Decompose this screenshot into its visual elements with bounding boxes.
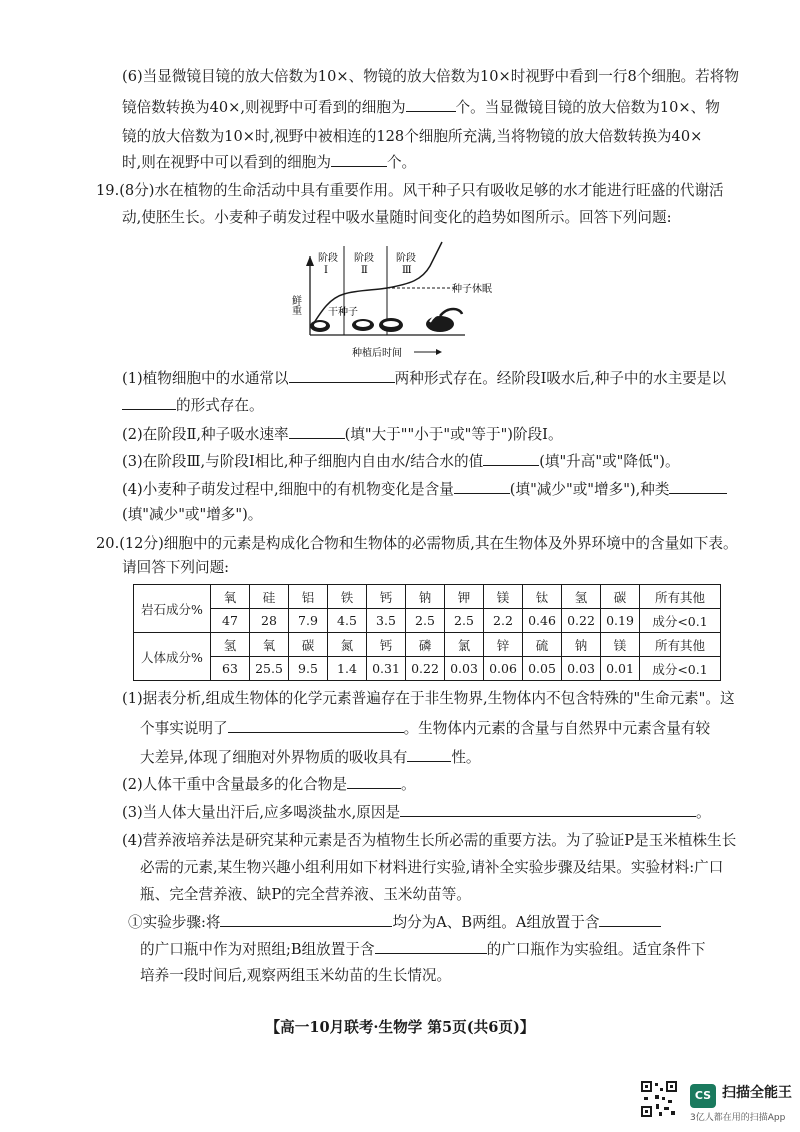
cs-logo: CS [690, 1084, 716, 1108]
rock-other-2: 成分<0.1 [640, 609, 721, 633]
stage-2-num: Ⅱ [361, 265, 368, 276]
x-axis-label: 种植后时间 [352, 348, 402, 359]
text: (填"减少"或"增多"),种类 [509, 481, 670, 498]
rock-element: 钙 [367, 585, 406, 609]
rock-value: 0.22 [562, 609, 601, 633]
q19-part1-line2 [122, 395, 264, 416]
rock-element: 硅 [250, 585, 289, 609]
rock-element: 钠 [406, 585, 445, 609]
text: 大差异,体现了细胞对外界物质的吸收具有 [140, 749, 408, 766]
human-other-2: 成分<0.1 [640, 657, 721, 681]
human-other-1: 所有其他 [640, 633, 721, 657]
text: 的广口瓶中作为对照组;B组放置于含 [140, 941, 375, 958]
text: (2)在阶段Ⅱ,种子吸水速率 [122, 426, 289, 443]
stage-3-label: 阶段 [396, 253, 416, 264]
text: 均分为A、B两组。A组放置于含 [392, 914, 600, 931]
human-value: 0.05 [523, 657, 562, 681]
q20-line1: 20.(12分)细胞中的元素是构成化合物和生物体的必需物质,其在生物体及外界环境中的含量如下表。 [96, 535, 738, 552]
human-value: 0.06 [484, 657, 523, 681]
blank[interactable] [220, 912, 392, 927]
human-value: 0.03 [445, 657, 484, 681]
y-axis-label: 鲜重 [290, 295, 301, 315]
rock-value: 47 [211, 609, 250, 633]
q19-part4-line1 [122, 479, 727, 500]
text: 时,则在视野中可以看到的细胞为 [122, 154, 331, 171]
q20-part1-line2 [140, 718, 710, 739]
human-elements-row [134, 633, 721, 657]
q20-part1-line3 [140, 747, 481, 768]
rock-value: 2.5 [406, 609, 445, 633]
q19-part1-line1 [122, 368, 726, 389]
human-element: 钙 [367, 633, 406, 657]
text: 个。 [386, 154, 417, 171]
text: (3)当人体大量出汗后,应多喝淡盐水,原因是 [122, 804, 401, 821]
text: 。 [401, 776, 416, 793]
blank[interactable] [347, 774, 401, 789]
seed-water-absorption-figure [290, 240, 520, 360]
rock-element: 铁 [328, 585, 367, 609]
text: (填"升高"或"降低")。 [539, 453, 680, 470]
human-value: 0.22 [406, 657, 445, 681]
human-label: 人体成分% [134, 633, 211, 681]
human-element: 硫 [523, 633, 562, 657]
q20-step-line3: 培养一段时间后,观察两组玉米幼苗的生长情况。 [140, 967, 452, 984]
human-element: 镁 [601, 633, 640, 657]
text: 性。 [451, 749, 481, 766]
q18-6-line3: 镜的放大倍数为10×时,视野中被相连的128个细胞所充满,当将物镜的放大倍数转换为40× [122, 128, 703, 145]
human-value: 0.01 [601, 657, 640, 681]
human-value: 25.5 [250, 657, 289, 681]
text: 。 [696, 804, 711, 821]
element-content-table [133, 584, 721, 681]
rock-elements-row [134, 585, 721, 609]
q20-part2 [122, 774, 416, 795]
text: (1)植物细胞中的水通常以 [122, 370, 289, 387]
brand-name: 扫描全能王 [722, 1085, 792, 1101]
human-element: 磷 [406, 633, 445, 657]
blank[interactable] [289, 368, 395, 383]
rock-element: 钾 [445, 585, 484, 609]
human-element: 氢 [211, 633, 250, 657]
rock-other-1: 所有其他 [640, 585, 721, 609]
q20-line2: 请回答下列问题: [122, 559, 230, 576]
rock-element: 铝 [289, 585, 328, 609]
human-value: 0.03 [562, 657, 601, 681]
qr-code-icon [640, 1080, 678, 1118]
q18-6-line1: (6)当显微镜目镜的放大倍数为10×、物镜的放大倍数为10×时视野中看到一行8个细胞。若将物 [122, 68, 739, 85]
blank[interactable] [400, 802, 696, 817]
rock-element: 氧 [211, 585, 250, 609]
q20-part4-line1: (4)营养液培养法是研究某种元素是否为植物生长所必需的重要方法。为了验证P是玉米植株生长 [122, 832, 737, 849]
blank[interactable] [599, 912, 661, 927]
q19-part2 [122, 424, 563, 445]
q20-part1-line1: (1)据表分析,组成生物体的化学元素普遍存在于非生物界,生物体内不包含特殊的"生命元素"。这 [122, 690, 735, 707]
rock-value: 0.46 [523, 609, 562, 633]
text: 镜倍数转换为40×,则视野中可看到的细胞为 [122, 99, 406, 116]
text: 个事实说明了 [140, 720, 228, 737]
text: ①实验步骤:将 [128, 914, 221, 931]
dry-seed-label: 干种子 [328, 307, 358, 318]
page-footer: 【高一10月联考·生物学 第5页(共6页)】 [265, 1019, 535, 1036]
rock-element: 镁 [484, 585, 523, 609]
q19-line1: 19.(8分)水在植物的生命活动中具有重要作用。风干种子只有吸收足够的水才能进行旺盛的代谢活 [96, 182, 724, 199]
human-element: 锌 [484, 633, 523, 657]
seed-2-highlight [356, 321, 370, 327]
rock-value: 28 [250, 609, 289, 633]
q19-part3 [122, 451, 680, 472]
human-element: 氮 [328, 633, 367, 657]
human-element: 氧 [250, 633, 289, 657]
blank[interactable] [483, 451, 539, 466]
dormant-label: 种子休眠 [452, 284, 492, 295]
rock-element: 碳 [601, 585, 640, 609]
text: 的广口瓶作为实验组。适宜条件下 [486, 941, 706, 958]
y-axis-arrow [306, 256, 314, 266]
rock-value: 7.9 [289, 609, 328, 633]
text: (2)人体干重中含量最多的化合物是 [122, 776, 347, 793]
stage-2-label: 阶段 [354, 253, 374, 264]
rock-value: 2.5 [445, 609, 484, 633]
stage-1-label: 阶段 [318, 253, 338, 264]
text: 个。当显微镜目镜的放大倍数为10×、物 [455, 99, 720, 116]
human-element: 碳 [289, 633, 328, 657]
q20-step-line2 [140, 939, 705, 960]
blank[interactable] [289, 424, 345, 439]
human-value: 0.31 [367, 657, 406, 681]
rock-value: 0.19 [601, 609, 640, 633]
q19-part4-line2: (填"减少"或"增多")。 [122, 506, 263, 523]
rock-value: 3.5 [367, 609, 406, 633]
text: 。生物体内元素的含量与自然界中元素含量有较 [403, 720, 711, 737]
blank[interactable] [407, 747, 451, 762]
human-element: 氯 [445, 633, 484, 657]
q20-step-line1 [128, 912, 661, 933]
seed-3-highlight [383, 321, 399, 327]
brand-tagline: 3亿人都在用的扫描App [690, 1113, 786, 1123]
seed-1-highlight [314, 322, 326, 328]
human-value: 1.4 [328, 657, 367, 681]
blank[interactable] [406, 97, 456, 112]
q20-part4-line2: 必需的元素,某生物兴趣小组利用如下材料进行实验,请补全实验步骤及结果。实验材料:广口 [140, 859, 724, 876]
rock-label: 岩石成分% [134, 585, 211, 633]
blank[interactable] [228, 718, 404, 733]
human-values-row [134, 657, 721, 681]
q20-part3 [122, 802, 711, 823]
seed-4 [426, 316, 454, 332]
human-value: 9.5 [289, 657, 328, 681]
blank[interactable] [454, 479, 510, 494]
rock-value: 4.5 [328, 609, 367, 633]
blank[interactable] [375, 939, 487, 954]
q20-part4-line3: 瓶、完全营养液、缺P的完全营养液、玉米幼苗等。 [140, 886, 471, 903]
text: 两种形式存在。经阶段Ⅰ吸水后,种子中的水主要是以 [394, 370, 727, 387]
rock-element: 钛 [523, 585, 562, 609]
blank[interactable] [122, 395, 176, 410]
blank[interactable] [331, 152, 387, 167]
blank[interactable] [669, 479, 727, 494]
q18-6-line4 [122, 152, 416, 173]
rock-values-row [134, 609, 721, 633]
text: 的形式存在。 [176, 397, 264, 414]
human-value: 63 [211, 657, 250, 681]
rock-element: 氢 [562, 585, 601, 609]
q19-line2: 动,使胚生长。小麦种子萌发过程中吸水量随时间变化的趋势如图所示。回答下列问题: [122, 209, 672, 226]
human-element: 钠 [562, 633, 601, 657]
q18-6-line2 [122, 97, 720, 118]
rock-value: 2.2 [484, 609, 523, 633]
stage-3-num: Ⅲ [402, 265, 412, 276]
text: (4)小麦种子萌发过程中,细胞中的有机物变化是含量 [122, 481, 454, 498]
text: (3)在阶段Ⅲ,与阶段Ⅰ相比,种子细胞内自由水/结合水的值 [122, 453, 484, 470]
stage-1-num: Ⅰ [324, 265, 328, 276]
text: (填"大于""小于"或"等于")阶段Ⅰ。 [344, 426, 563, 443]
x-arrow-head [436, 349, 442, 355]
